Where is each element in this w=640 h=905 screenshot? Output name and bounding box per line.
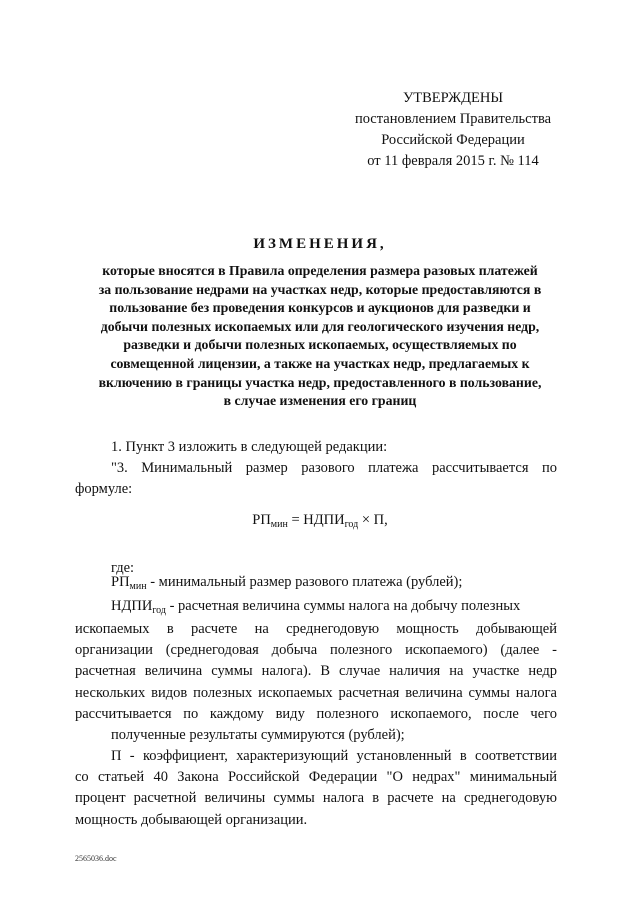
definition-rp-text: - минимальный размер разового платежа (рублей);: [146, 574, 463, 590]
subtitle-line: в случае изменения его границ: [223, 393, 417, 409]
subtitle-line: разведки и добычи полезных ископаемых, осуществляемых по: [123, 337, 517, 353]
formula-rp-sub: мин: [270, 519, 288, 530]
definition-p-line: П - коэффициент, характеризующий установленный в соответствии: [111, 748, 557, 764]
definition-ndpi-line: ископаемых в расчете на среднегодовую мощность добывающей: [75, 621, 557, 637]
subtitle-line: добычи полезных ископаемых или для геологического изучения недр,: [100, 318, 540, 334]
subtitle-line: которые вносятся в Правила определения размера разовых платежей: [102, 263, 538, 278]
item-1-heading: 1. Пункт 3 изложить в следующей редакции:: [111, 439, 388, 455]
formula-equals-ndpi: = НДПИ: [287, 512, 345, 528]
definition-rp-sub: мин: [129, 581, 147, 592]
definition-ndpi-line: нескольких видов полезных ископаемых расчетная величина суммы налога: [75, 684, 557, 701]
approval-heading: УТВЕРЖДЕНЫ: [402, 90, 504, 106]
file-reference: 2565036.doc: [75, 854, 117, 863]
subtitle-line: за пользование недрами на участках недр, которые предоставляются в: [98, 281, 542, 297]
formula: [0, 512, 640, 530]
definition-ndpi-text: - расчетная величина суммы налога на добычу полезных: [165, 598, 521, 614]
item-1-paragraph: [75, 437, 557, 501]
definition-p-line: процент расчетной величины суммы налога в расчете на среднегодовую: [75, 790, 557, 807]
document-subtitle: [60, 262, 580, 411]
approval-government: Российской Федерации: [381, 132, 525, 148]
definition-rp-symbol: РП: [111, 574, 130, 590]
subtitle-line: включению в границы участка недр, предоставленного в пользование,: [98, 374, 542, 390]
where-label: где:: [111, 560, 135, 576]
formula-ndpi-sub: год: [344, 519, 359, 530]
definition-p-line: со статьей 40 Закона Российской Федерации "О недрах" минимальный: [75, 769, 557, 786]
subtitle-line: совмещенной лицензии, а также на участках недр, предлагаемых к: [110, 355, 530, 371]
formula-rp: РП: [252, 512, 271, 528]
subtitle-line: пользование без проведения конкурсов и аукционов для разведки и: [109, 300, 531, 316]
item-1-text-line: формуле:: [75, 481, 133, 498]
definition-p: [75, 746, 557, 831]
formula-rest: × П,: [358, 512, 388, 528]
definition-rp: [111, 574, 462, 592]
definition-ndpi-line: организации (среднегодовая добыча полезного ископаемого) (далее -: [75, 642, 557, 659]
definition-ndpi-line: рассчитывается по каждому виду полезного ископаемого, после чего: [75, 705, 557, 722]
definition-ndpi: [111, 598, 520, 616]
definition-ndpi-line: полученные результаты суммируются (рублей);: [111, 727, 405, 744]
approval-date-number: от 11 февраля 2015 г. № 114: [367, 153, 539, 169]
definition-ndpi-continued: [75, 619, 557, 746]
document-title: ИЗМЕНЕНИЯ,: [253, 236, 387, 252]
definition-ndpi-line: расчетная величина суммы налога). В случае наличия на участке недр: [75, 663, 557, 680]
approval-decree: постановлением Правительства: [354, 111, 552, 127]
definition-ndpi-symbol: НДПИ: [111, 598, 153, 614]
definition-ndpi-sub: год: [152, 605, 166, 616]
item-1-text-line: "3. Минимальный размер разового платежа рассчитывается по: [111, 460, 557, 477]
definition-p-line: мощность добывающей организации.: [75, 811, 308, 828]
approval-block: [340, 88, 566, 172]
